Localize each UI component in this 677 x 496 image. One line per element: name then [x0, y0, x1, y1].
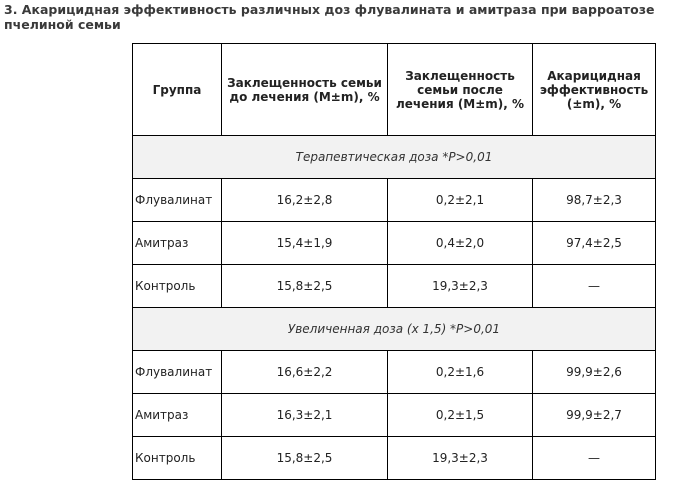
cell-after: 0,2±1,6 — [388, 351, 533, 394]
table-row — [133, 437, 656, 480]
cell-after: 0,2±2,1 — [388, 179, 533, 222]
cell-after: 0,2±1,5 — [388, 394, 533, 437]
table-row — [133, 179, 656, 222]
cell-efficacy: 98,7±2,3 — [533, 179, 656, 222]
cell-after: 0,4±2,0 — [388, 222, 533, 265]
cell-before: 15,4±1,9 — [222, 222, 388, 265]
cell-efficacy: — — [533, 265, 656, 308]
cell-after: 19,3±2,3 — [388, 265, 533, 308]
table-row — [133, 351, 656, 394]
header-after-treatment: Заклещенность семьи после лечения (М±m), % — [388, 44, 533, 136]
section-title-increased: Увеличенная доза (х 1,5) *Р>0,01 — [133, 308, 656, 351]
cell-group: Амитраз — [133, 222, 222, 265]
cell-before: 15,8±2,5 — [222, 265, 388, 308]
cell-after: 19,3±2,3 — [388, 437, 533, 480]
table-row — [133, 265, 656, 308]
cell-group: Флувалинат — [133, 179, 222, 222]
cell-efficacy: 99,9±2,6 — [533, 351, 656, 394]
table-row — [133, 394, 656, 437]
section-row — [133, 136, 656, 179]
cell-group: Контроль — [133, 437, 222, 480]
cell-efficacy: 97,4±2,5 — [533, 222, 656, 265]
cell-before: 15,8±2,5 — [222, 437, 388, 480]
header-efficacy: Акарицидная эффективность (±m), % — [533, 44, 656, 136]
cell-group: Контроль — [133, 265, 222, 308]
table-caption: 3. Акарицидная эффективность различных доз флувалината и амитраза при варроатозе пчелиной семьи — [4, 2, 655, 32]
cell-before: 16,2±2,8 — [222, 179, 388, 222]
cell-group: Амитраз — [133, 394, 222, 437]
cell-efficacy: 99,9±2,7 — [533, 394, 656, 437]
cell-efficacy: — — [533, 437, 656, 480]
efficacy-table — [132, 43, 656, 480]
table-row — [133, 222, 656, 265]
section-row — [133, 308, 656, 351]
cell-before: 16,6±2,2 — [222, 351, 388, 394]
section-title-therapeutic: Терапевтическая доза *Р>0,01 — [133, 136, 656, 179]
cell-group: Флувалинат — [133, 351, 222, 394]
cell-before: 16,3±2,1 — [222, 394, 388, 437]
header-group: Группа — [133, 44, 222, 136]
header-before-treatment: Заклещенность семьи до лечения (М±m), % — [222, 44, 388, 136]
header-row — [133, 44, 656, 136]
